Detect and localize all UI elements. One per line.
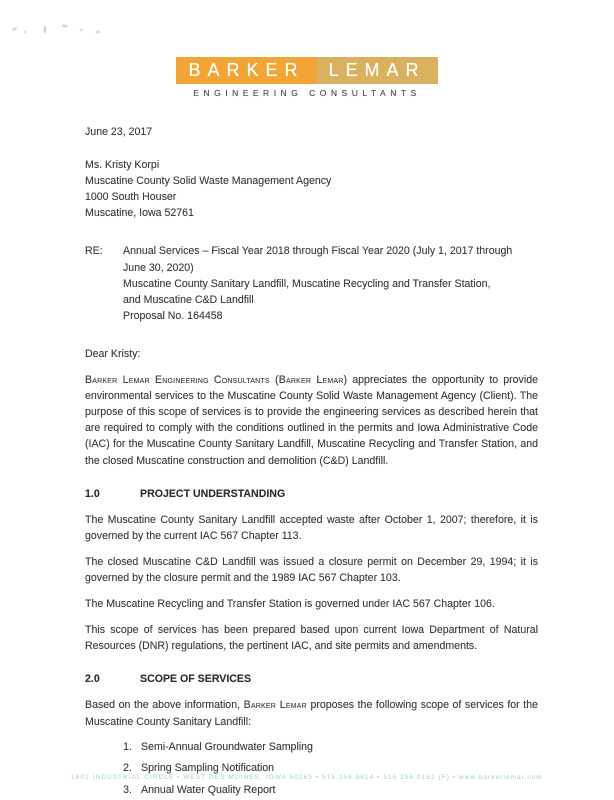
recipient-address-block [85,157,538,221]
list-item [118,782,538,798]
intro-paragraph [85,372,538,469]
letter-date: June 23, 2017 [85,126,153,138]
re-subject-block [85,243,538,323]
letterhead-footer: 1601 INDUSTRIAL CIRCLE • WEST DES MOINES, IOWA 50265 • 515.256.8814 • 515.256.0152 (F) • www.barkerlemar.com [71,774,543,781]
logo-wordmark [176,57,437,84]
section-1-paragraph: The Muscatine County Sanitary Landfill accepted waste after October 1, 2007; therefore, it is governed by the current IAC 567 Chapter 113. [85,513,538,542]
recipient-organization: Muscatine County Solid Waste Management Agency [85,175,332,188]
list-item-text: Semi-Annual Groundwater Sampling [141,740,313,753]
company-name-smallcaps: Barker Lemar [243,699,307,712]
section-2-intro-text: Based on the above information, [85,699,244,712]
recipient-city-state-zip: Muscatine, Iowa 52761 [85,207,194,220]
section-2-title: SCOPE OF SERVICES [140,673,252,686]
re-subject-line: and Muscatine C&D Landfill [123,293,254,306]
scan-artifact-marks [10,22,130,38]
section-1-paragraph: This scope of services has been prepared based upon current Iowa Department of Natural Resources (DNR) regulations, the pertinent IAC, and site permits and amendments. [85,624,538,653]
logo-lemar-segment: LEMAR [317,57,438,84]
letter-body [0,124,614,800]
intro-paragraph-text: appreciates the opportunity to provide environmental services to the Muscatine County Solid Waste Management Agency (Client). The purpose of this scope of services is to provide the engineering services as described herein that are required to comply with the conditions outlined in the permits and Iowa Administrative Code (IAC) for the Muscatine County Sanitary Landfill, Muscatine Recycling and Transfer Station, and the closed Muscatine construction and demolition (C&D) Landfill. [85,374,538,467]
section-2-heading [85,671,538,687]
services-numbered-list [85,739,538,800]
recipient-name: Ms. Kristy Korpi [85,159,160,172]
logo-subtitle: ENGINEERING CONSULTANTS [193,88,421,98]
recipient-street: 1000 South Houser [85,191,177,204]
re-subject-line: Annual Services – Fiscal Year 2018 through Fiscal Year 2020 (July 1, 2017 through June 30, 2020) [123,245,513,274]
list-item [118,739,538,755]
logo-barker-segment: BARKER [176,57,316,84]
section-1-paragraph: The closed Muscatine C&D Landfill was issued a closure permit on December 29, 1994; it is governed by the closure permit and the 1989 IAC 567 Chapter 103. [85,555,538,584]
re-label: RE: [85,245,103,258]
list-item-text: Annual Water Quality Report [141,783,276,796]
re-subject-line: Proposal No. 164458 [123,309,223,322]
re-subject-line: Muscatine County Sanitary Landfill, Muscatine Recycling and Transfer Station, [123,277,491,290]
section-2-intro-text: proposes the following scope of services for the Muscatine County Sanitary Landfill: [85,699,539,728]
list-item-number: 1. [123,740,132,753]
list-item-text: Spring Sampling Notification [141,762,275,775]
salutation: Dear Kristy: [85,347,141,360]
section-1-number: 1.0 [85,487,100,500]
list-item-number: 2. [123,762,132,775]
list-item-number: 3. [123,783,132,796]
section-1-title: PROJECT UNDERSTANDING [140,487,286,500]
section-1-paragraph: The Muscatine Recycling and Transfer Station is governed under IAC 567 Chapter 106. [85,598,495,611]
company-name-smallcaps: Barker Lemar Engineering Consultants (Barker Lemar) [85,374,348,387]
section-2-number: 2.0 [85,673,100,686]
section-2-intro [85,697,538,729]
re-subject-lines [123,243,538,323]
section-1-heading [85,486,538,502]
company-logo [0,57,614,98]
